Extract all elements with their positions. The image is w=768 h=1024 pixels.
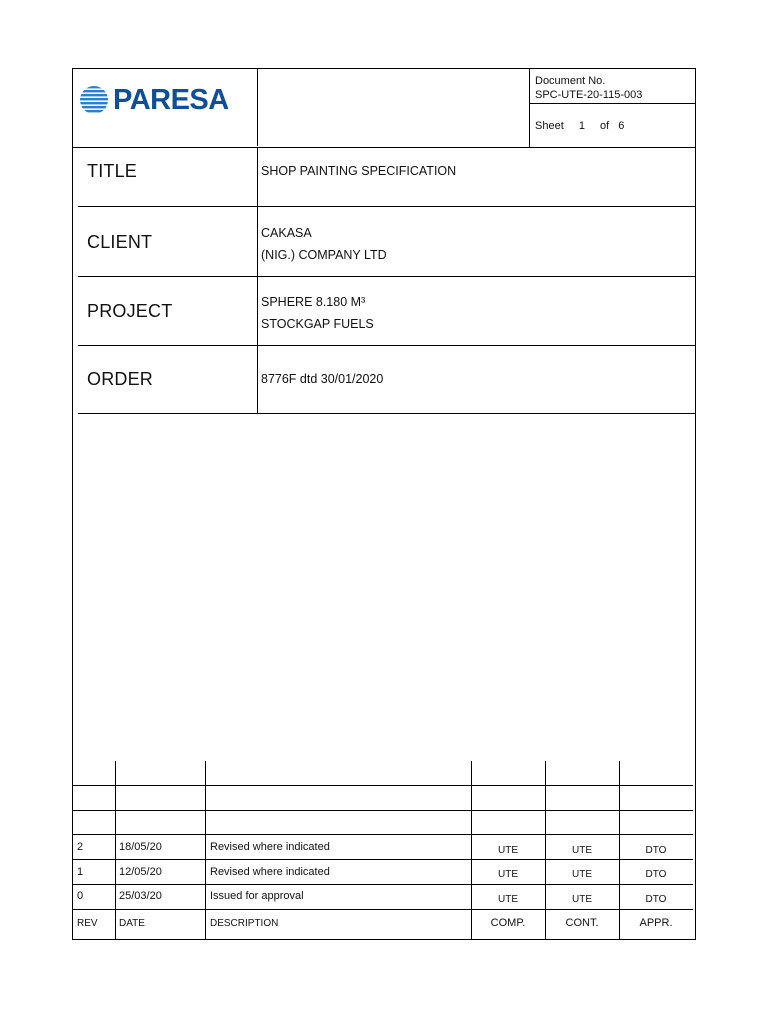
appr-cell: DTO [645, 894, 667, 905]
title-value: SHOP PAINTING SPECIFICATION [261, 164, 457, 178]
description-cell: Issued for approval [210, 890, 304, 902]
cont-cell: UTE [572, 845, 592, 856]
client-label: CLIENT [87, 232, 153, 252]
client-value-line1: CAKASA [261, 226, 312, 240]
sheet-info [535, 120, 624, 132]
client-value-line2: (NIG.) COMPANY LTD [261, 248, 387, 262]
document-number-label: Document No. [535, 75, 606, 87]
logo-text: PARESA [113, 84, 229, 116]
sheet-total: 6 [618, 120, 625, 132]
title-label: TITLE [87, 161, 138, 181]
comp-header: COMP. [490, 917, 526, 929]
cont-cell: UTE [572, 869, 592, 880]
date-header: DATE [119, 918, 145, 929]
rev-cell: 1 [77, 866, 84, 878]
description-cell: Revised where indicated [210, 866, 330, 878]
document-number: SPC-UTE-20-115-003 [535, 89, 643, 101]
sheet-of: of [600, 120, 610, 132]
cont-header: CONT. [565, 917, 599, 929]
comp-cell: UTE [498, 894, 518, 905]
project-value-line1: SPHERE 8.180 M³ [261, 295, 366, 309]
order-value: 8776F dtd 30/01/2020 [261, 372, 384, 386]
date-cell: 25/03/20 [119, 890, 162, 902]
appr-cell: DTO [645, 869, 667, 880]
document-sheet [72, 68, 696, 940]
description-header: DESCRIPTION [210, 918, 279, 929]
description-cell: Revised where indicated [210, 841, 330, 853]
date-cell: 12/05/20 [119, 866, 162, 878]
comp-cell: UTE [498, 869, 518, 880]
date-cell: 18/05/20 [119, 841, 162, 853]
sheet-label: Sheet [535, 120, 564, 132]
appr-cell: DTO [645, 845, 667, 856]
cont-cell: UTE [572, 894, 592, 905]
rev-header: REV [77, 918, 98, 929]
order-label: ORDER [87, 369, 154, 389]
company-logo [79, 85, 259, 115]
appr-header: APPR. [639, 917, 673, 929]
project-value-line2: STOCKGAP FUELS [261, 317, 374, 331]
globe-icon [79, 85, 109, 115]
comp-cell: UTE [498, 845, 518, 856]
rev-cell: 0 [77, 890, 84, 902]
project-label: PROJECT [87, 301, 173, 321]
sheet-current: 1 [578, 120, 585, 132]
rev-cell: 2 [77, 841, 84, 853]
